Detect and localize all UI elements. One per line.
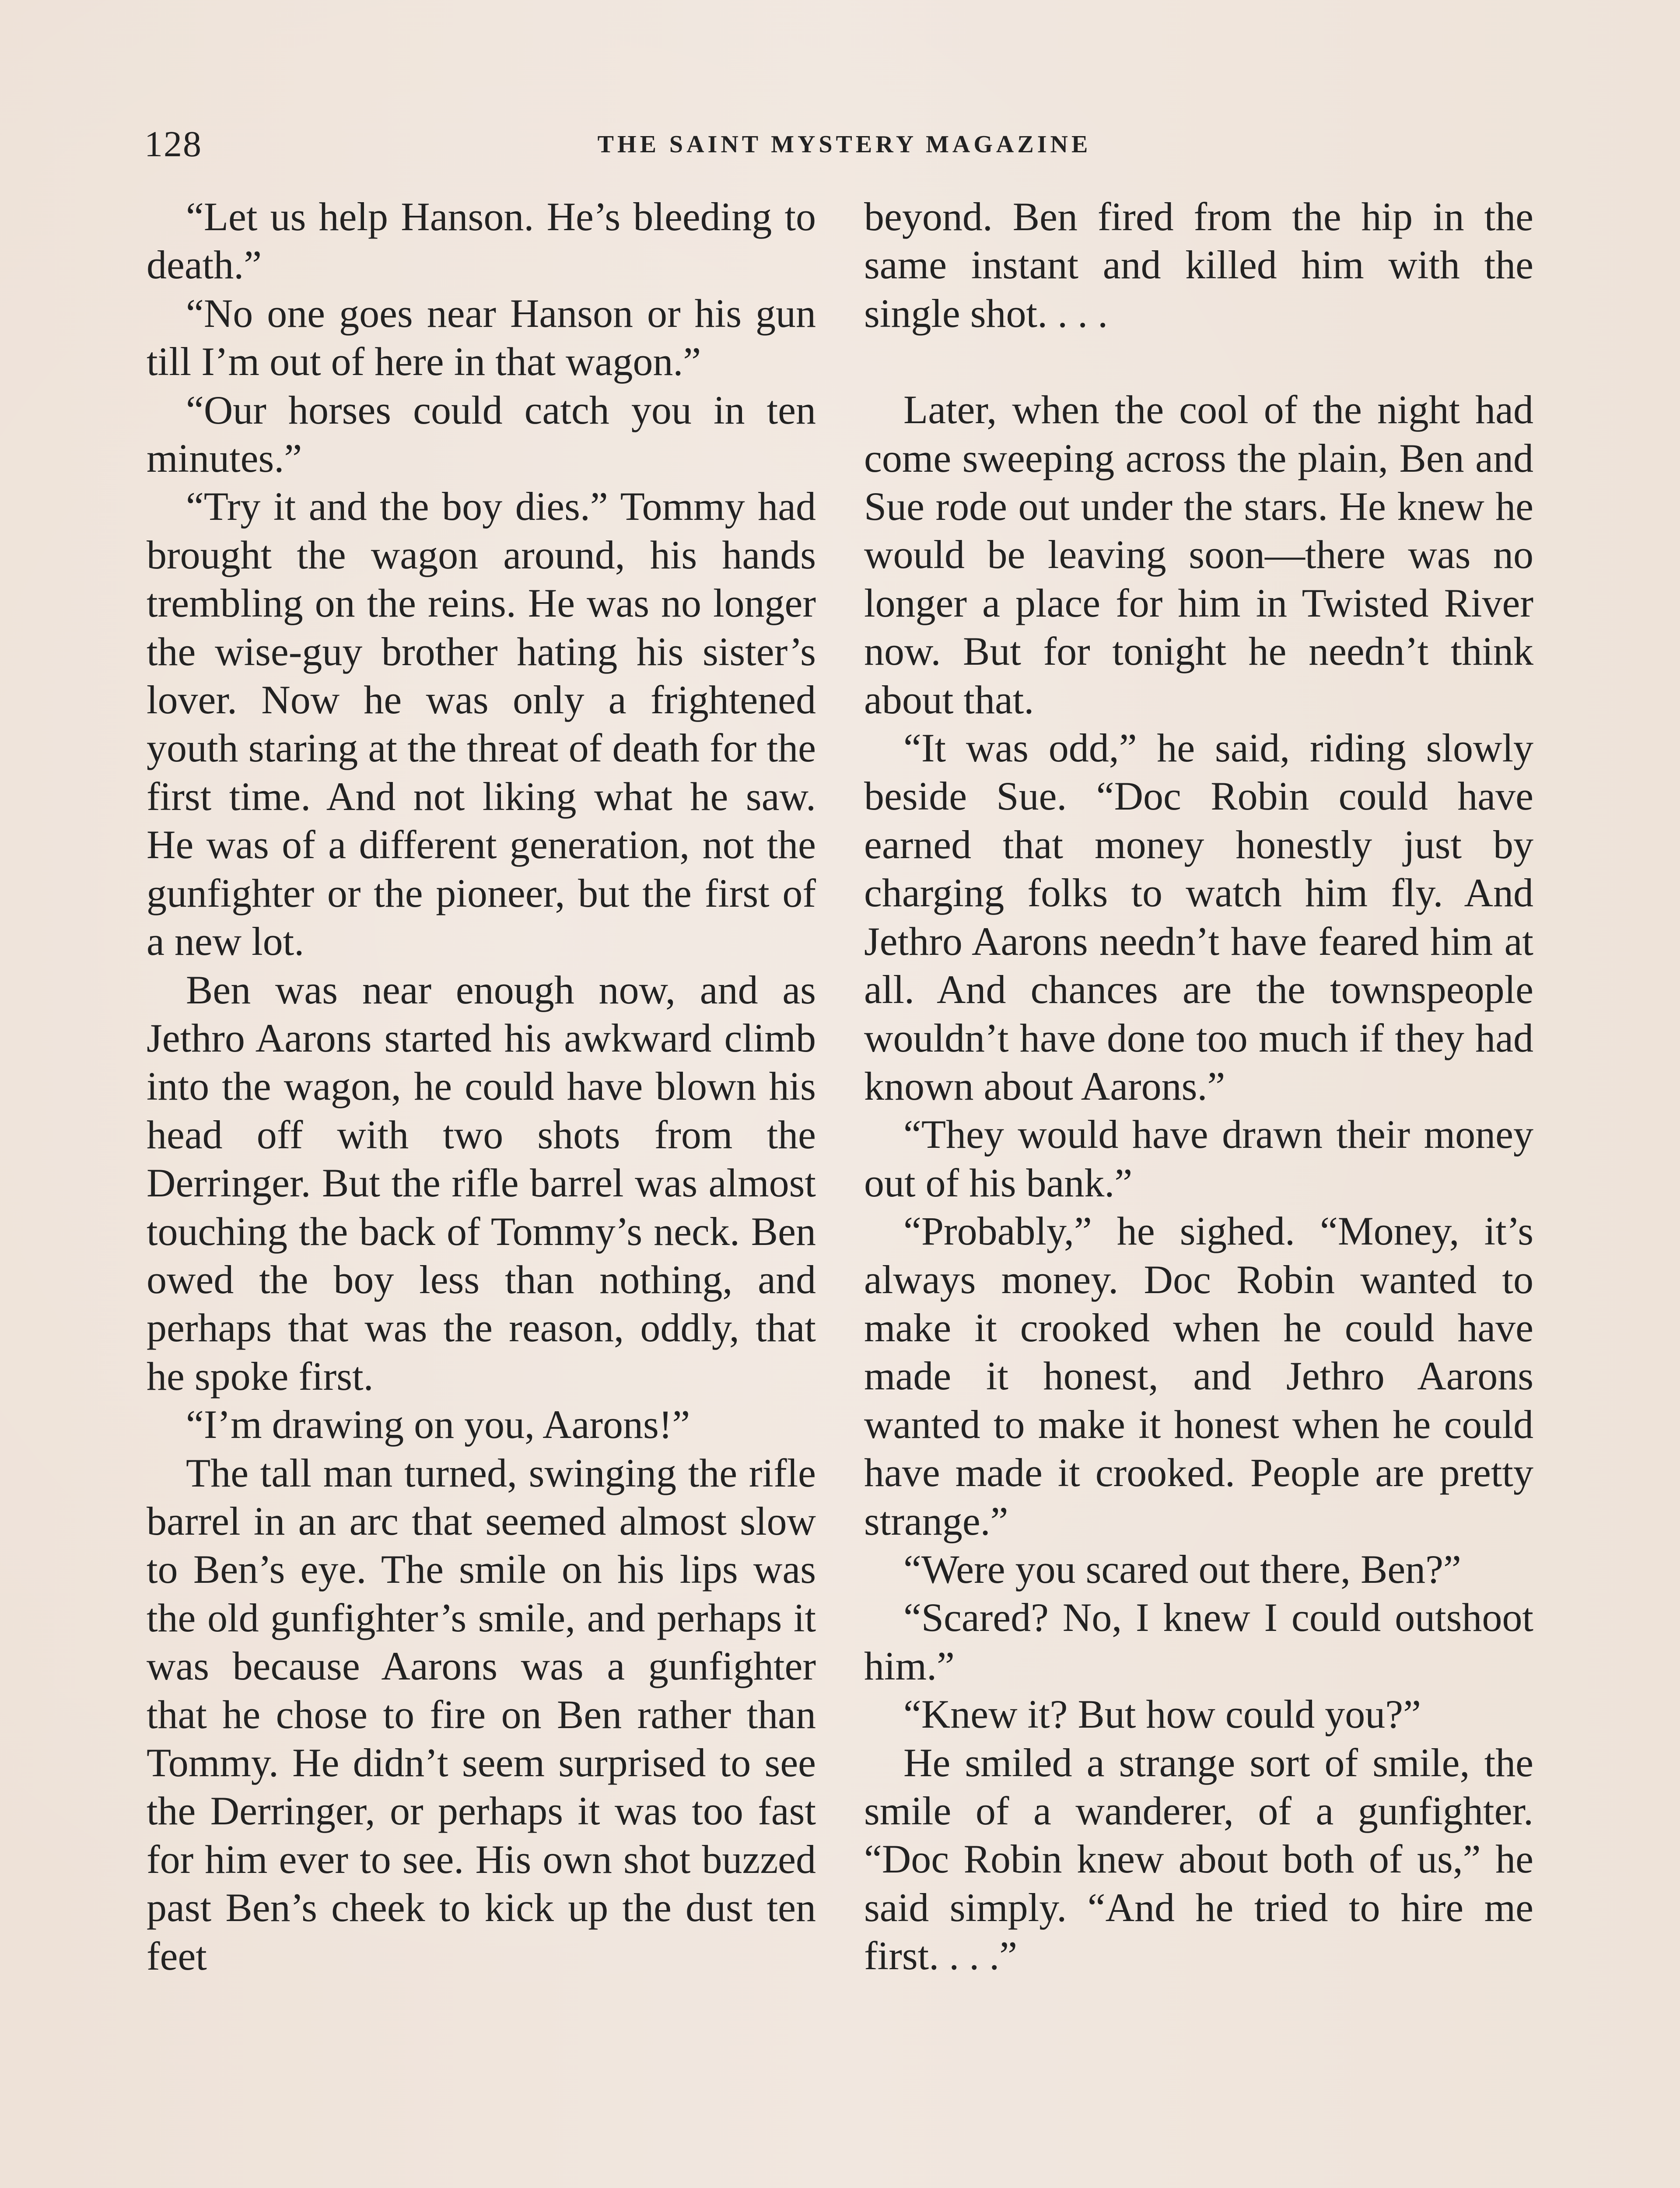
paragraph: “Knew it? But how could you?” [903,1692,1421,1737]
paragraph: “Let us help Hanson. He’s bleeding to death.” [147,194,816,288]
paragraph: “I’m drawing on you, Aarons!” [186,1402,690,1447]
left-column [147,193,816,1980]
running-head: THE SAINT MYSTERY MAGAZINE [597,131,1092,158]
paragraph: “They would have drawn their money out of his bank.” [864,1112,1533,1205]
page-header [144,118,1544,171]
paragraph: Ben was near enough now, and as Jethro Aarons started his awkward climb into the wagon, he could have blown his head off with two shots from the Derringer. But the rifle barrel was almost touching the back of Tommy’s neck. Ben owed the boy less than nothing, and perhaps that was the reason, oddly, that he spoke first. [147,967,816,1399]
paragraph: He smiled a strange sort of smile, the smile of a wanderer, of a gunfighter. “Doc Robin knew about both of us,” he said simply. “And he tried to hire me first. . . .” [864,1740,1533,1978]
paragraph: The tall man turned, swinging the rifle barrel in an arc that seemed almost slow to Ben’s eye. The smile on his lips was the old gunfighter’s smile, and perhaps it was because Aarons was a gunfighter that he chose to fire on Ben rather than Tommy. He didn’t seem surprised to see the Derringer, or perhaps it was too fast for him ever to see. His own shot buzzed past Ben’s cheek to kick up the dust ten feet [147,1450,816,1978]
page-number: 128 [144,124,202,165]
paragraph: “No one goes near Hanson or his gun till I’m out of here in that wagon.” [147,291,816,384]
paragraph: “Try it and the boy dies.” Tommy had brought the wagon around, his hands trembling on the reins. He was no longer the wise-guy brother hating his sister’s lover. Now he was only a frightened youth staring at the threat of death for the first time. And not liking what he saw. He was of a different generation, not the gunfighter or the pioneer, but the first of a new lot. [147,484,816,964]
paragraph: “Scared? No, I knew I could outshoot him.” [864,1595,1533,1688]
right-column [864,193,1533,1980]
paragraph: “It was odd,” he said, riding slowly beside Sue. “Doc Robin could have earned that money honestly just by charging folks to watch him fly. And Jethro Aarons needn’t have feared him at all. And chances are the townspeople wouldn’t have done too much if they had known about Aarons.” [864,726,1533,1108]
paragraph: Later, when the cool of the night had come sweeping across the plain, Ben and Sue rode out under the stars. He knew he would be leaving soon—there was no longer a place for him in Twisted River now. But for tonight he needn’t think about that. [864,387,1533,722]
paragraph: “Our horses could catch you in ten minutes.” [147,387,816,481]
paragraph: “Were you scared out there, Ben?” [903,1546,1461,1592]
paragraph: “Probably,” he sighed. “Money, it’s always money. Doc Robin wanted to make it crooked when he could have made it honest, and Jethro Aarons wanted to make it honest when he could have made it crooked. People are pretty strange.” [864,1209,1533,1543]
paragraph-continuation: beyond. Ben fired from the hip in the same instant and killed him with the single shot. . . . [864,194,1533,336]
